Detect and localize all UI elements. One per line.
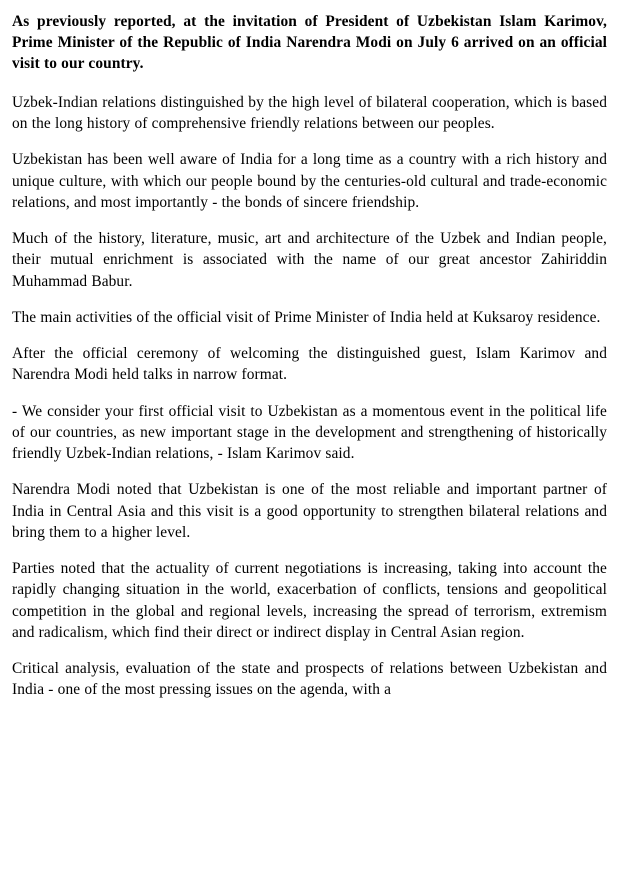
paragraph-modi-remarks: Narendra Modi noted that Uzbekistan is one of the most reliable and important partner of India in Central Asia and this visit is a good opportunity to strengthen bilateral relations and bring them to a higher level. [12,481,607,541]
paragraph-history-culture: Uzbekistan has been well aware of India for a long time as a country with a rich history and unique culture, with which our people bound by the centuries-old cultural and trade-economic relations, and most importantly - the bonds of sincere friendship. [12,151,607,211]
paragraph-babur: Much of the history, literature, music, art and architecture of the Uzbek and Indian people, their mutual enrichment is associated with the name of our great ancestor Zahiriddin Muhammad Babur. [12,230,607,290]
paragraph-negotiations: Parties noted that the actuality of current negotiations is increasing, taking into account the rapidly changing situation in the world, exacerbation of conflicts, tensions and geopolitical competition in the global and regional levels, increasing the spread of terrorism, extremism and radicalism, which find their direct or indirect display in Central Asian region. [12,560,607,641]
paragraph-critical-analysis: Critical analysis, evaluation of the state and prospects of relations between Uzbekistan and India - one of the most pressing issues on the agenda, with a [12,660,607,699]
lead-paragraph: As previously reported, at the invitation of President of Uzbekistan Islam Karimov, Prime Minister of the Republic of India Narendra Modi on July 6 arrived on an official visit to our country. [12,13,607,72]
paragraph-relations: Uzbek-Indian relations distinguished by the high level of bilateral cooperation, which is based on the long history of comprehensive friendly relations between our peoples. [12,93,607,133]
paragraph-talks: After the official ceremony of welcoming the distinguished guest, Islam Karimov and Narendra Modi held talks in narrow format. [12,345,607,384]
paragraph-karimov-quote: - We consider your first official visit to Uzbekistan as a momentous event in the political life of our countries, as new important stage in the development and strengthening of historically friendly Uzbek-Indian relations, - Islam Karimov said. [12,402,607,463]
paragraph-kuksaroy: The main activities of the official visit of Prime Minister of India held at Kuksaroy residence. [12,308,601,326]
